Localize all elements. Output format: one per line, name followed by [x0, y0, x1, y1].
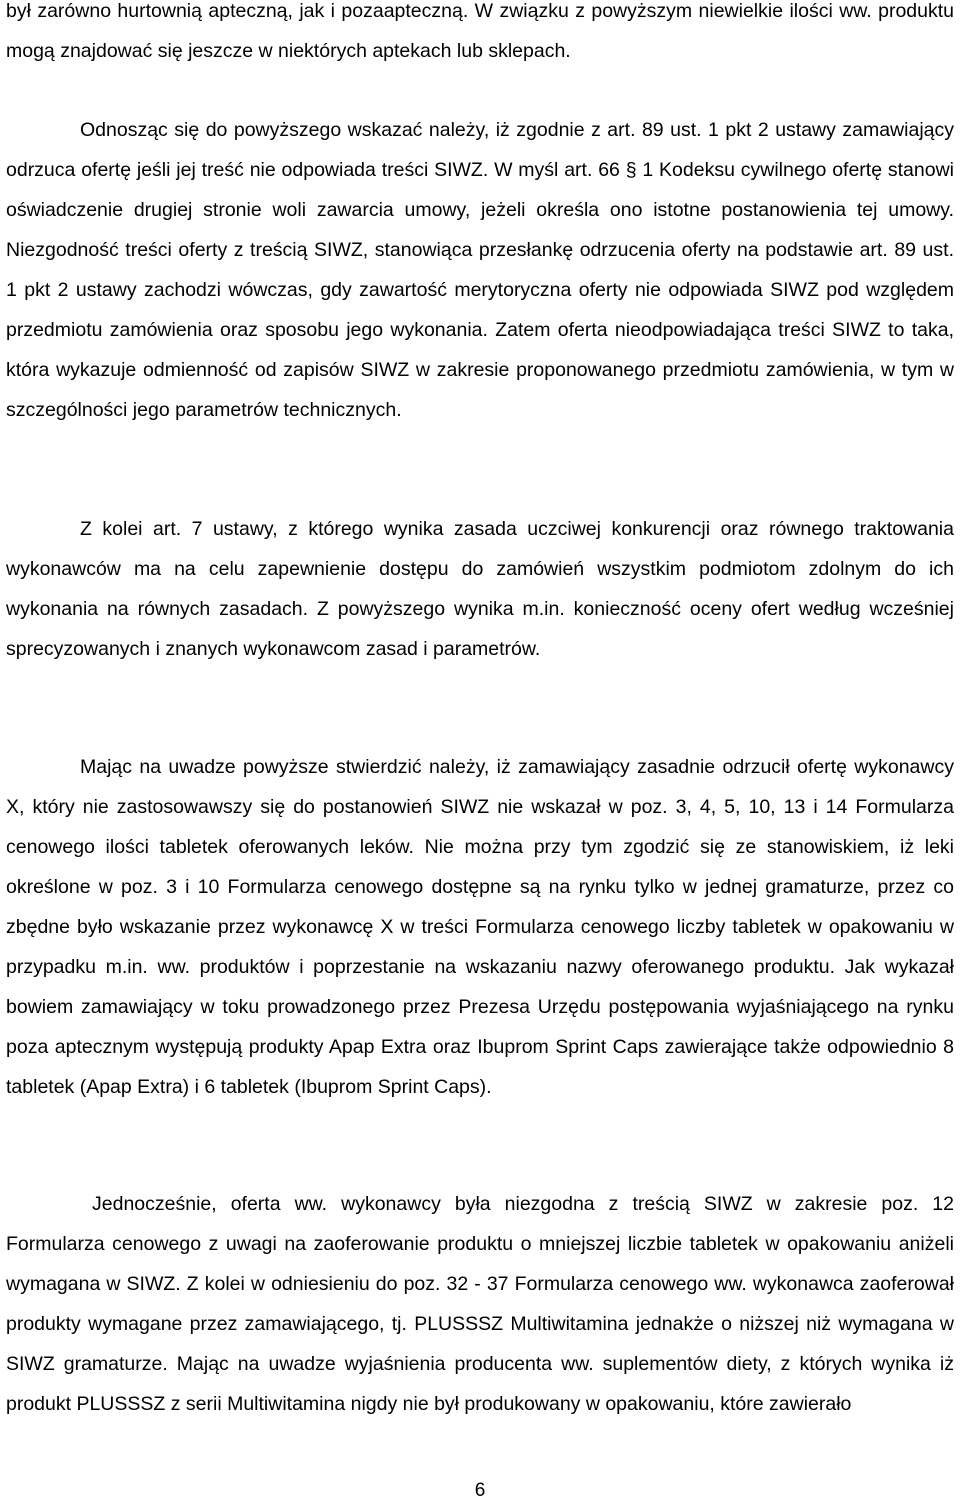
paragraph-legal-basis: Odnosząc się do powyższego wskazać należy, iż zgodnie z art. 89 ust. 1 pkt 2 ustawy zamawiający odrzuca ofertę jeśli jej treść nie odpowiada treści SIWZ. W myśl art. 66 § 1 Kodeksu cywilnego ofertę stanowi oświadczenie drugiej stronie woli zawarcia umowy, jeżeli określa ono istotne postanowienia tej umowy. Niezgodność treści oferty z treścią SIWZ, stanowiąca przesłankę odrzucenia oferty na podstawie art. 89 ust. 1 pkt 2 ustawy zachodzi wówczas, gdy zawartość merytoryczna oferty nie odpowiada SIWZ pod względem przedmiotu zamówienia oraz sposobu jego wykonania. Zatem oferta nieodpowiadająca treści SIWZ to taka, która wykazuje odmienność od zapisów SIWZ w zakresie proponowanego przedmiotu zamówienia, w tym w szczególności jego parametrów technicznych. — [6, 119, 954, 421]
paragraph-offer-inconsistency: Jednocześnie, oferta ww. wykonawcy była niezgodna z treścią SIWZ w zakresie poz. 12 Formularza cenowego z uwagi na zaoferowanie produktu o mniejszej liczbie tabletek w opakowaniu aniżeli wymagana w SIWZ. Z kolei w odniesieniu do poz. 32 - 37 Formularza cenowego ww. wykonawca zaoferował produkty wymagane przez zamawiającego, tj. PLUSSSZ Multiwitamina jednakże o niższej niż wymagana w SIWZ gramaturze. Mając na uwadze wyjaśnienia producenta ww. suplementów diety, z których wynika iż produkt PLUSSSZ z serii Multiwitamina nigdy nie był produkowany w opakowaniu, które zawierało — [6, 1193, 954, 1415]
paragraph-continuation: był zarówno hurtownią apteczną, jak i pozaapteczną. W związku z powyższym niewielkie ilości ww. produktu mogą znajdować się jeszcze w niektórych aptekach lub sklepach. — [6, 0, 954, 62]
paragraph-rejection-justification: Mając na uwadze powyższe stwierdzić należy, iż zamawiający zasadnie odrzucił ofertę wykonawcy X, który nie zastosowawszy się do postanowień SIWZ nie wskazał w poz. 3, 4, 5, 10, 13 i 14 Formularza cenowego ilości tabletek oferowanych leków. Nie można przy tym zgodzić się ze stanowiskiem, iż leki określone w poz. 3 i 10 Formularza cenowego dostępne są na rynku tylko w jednej gramaturze, przez co zbędne było wskazanie przez wykonawcę X w treści Formularza cenowego liczby tabletek w opakowaniu w przypadku m.in. ww. produktów i poprzestanie na wskazaniu nazwy oferowanego produktu. Jak wykazał bowiem zamawiający w toku prowadzonego przez Prezesa Urzędu postępowania wyjaśniającego na rynku poza aptecznym występują produkty Apap Extra oraz Ibuprom Sprint Caps zawierające także odpowiednio 8 tabletek (Apap Extra) i 6 tabletek (Ibuprom Sprint Caps). — [6, 756, 954, 1098]
page-number: 6 — [474, 1480, 486, 1501]
paragraph-fair-competition: Z kolei art. 7 ustawy, z którego wynika zasada uczciwej konkurencji oraz równego traktowania wykonawców ma na celu zapewnienie dostępu do zamówień wszystkim podmiotom zdolnym do ich wykonania na równych zasadach. Z powyższego wynika m.in. konieczność oceny ofert według wcześniej sprecyzowanych i znanych wykonawcom zasad i parametrów. — [6, 518, 954, 660]
